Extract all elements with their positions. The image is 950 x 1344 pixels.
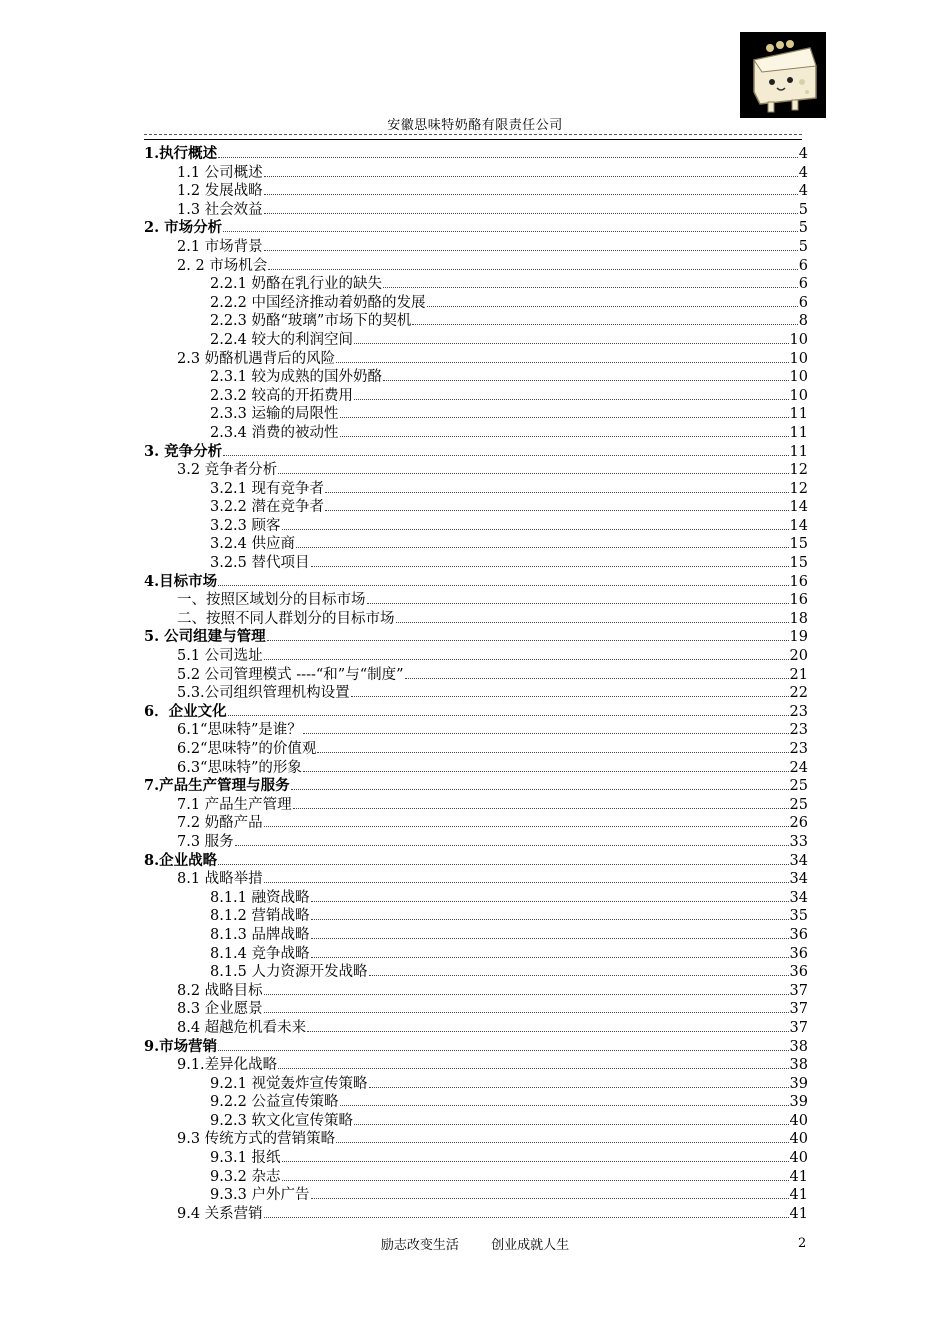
toc-entry-page: 6 xyxy=(798,294,808,311)
toc-entry[interactable] xyxy=(144,331,808,350)
toc-entry-title: 9.3.1 报纸 xyxy=(210,1150,281,1167)
toc-leader-dots xyxy=(293,796,789,809)
toc-entry-title: 2.2.1 奶酪在乳行业的缺失 xyxy=(210,276,383,293)
toc-entry-title: 2.2.2 中国经济推动着奶酪的发展 xyxy=(210,294,426,311)
toc-leader-dots xyxy=(218,852,788,865)
toc-entry-title: 2.3 奶酪机遇背后的风险 xyxy=(177,350,336,367)
toc-leader-dots xyxy=(268,257,797,270)
toc-entry-title: 8.1 战略举措 xyxy=(177,871,263,888)
toc-entry-page: 40 xyxy=(789,1112,808,1129)
toc-leader-dots xyxy=(228,703,789,716)
toc-leader-dots xyxy=(264,164,798,177)
toc-leader-dots xyxy=(336,350,788,363)
toc-entry-page: 36 xyxy=(789,964,808,981)
toc-entry-page: 26 xyxy=(789,815,808,832)
table-of-contents xyxy=(144,145,808,1223)
toc-entry[interactable] xyxy=(144,833,808,852)
toc-entry-page: 35 xyxy=(789,908,808,925)
toc-entry[interactable] xyxy=(144,591,808,610)
toc-leader-dots xyxy=(311,1186,789,1199)
toc-entry[interactable] xyxy=(144,666,808,685)
toc-leader-dots xyxy=(218,145,798,158)
toc-entry-title: 9.2.1 视觉轰炸宣传策略 xyxy=(210,1075,368,1092)
toc-entry[interactable] xyxy=(144,350,808,369)
toc-entry-page: 12 xyxy=(789,462,808,479)
toc-entry[interactable] xyxy=(144,294,808,313)
toc-leader-dots xyxy=(264,238,798,251)
toc-entry[interactable] xyxy=(144,740,808,759)
toc-entry-title: 2.3.3 运输的局限性 xyxy=(210,406,339,423)
toc-leader-dots xyxy=(311,926,789,939)
toc-entry-title: 1.执行概述 xyxy=(144,145,218,162)
toc-leader-dots xyxy=(367,591,789,604)
toc-entry-title: 7.3 服务 xyxy=(177,833,234,850)
toc-entry-page: 39 xyxy=(789,1094,808,1111)
toc-entry-page: 33 xyxy=(789,833,808,850)
toc-leader-dots xyxy=(336,1130,788,1143)
toc-entry-page: 15 xyxy=(789,536,808,553)
toc-entry-title: 8.4 超越危机看未来 xyxy=(177,1019,307,1036)
toc-entry-title: 3.2 竞争者分析 xyxy=(177,462,278,479)
toc-entry-page: 24 xyxy=(789,759,808,776)
toc-entry[interactable] xyxy=(144,1075,808,1094)
toc-entry[interactable] xyxy=(144,1038,808,1057)
toc-entry-title: 7.1 产品生产管理 xyxy=(177,796,292,813)
toc-leader-dots xyxy=(282,1168,789,1181)
toc-leader-dots xyxy=(278,1056,788,1069)
toc-entry-page: 10 xyxy=(789,369,808,386)
toc-entry-title: 9.3.3 户外广告 xyxy=(210,1187,310,1204)
toc-entry-page: 41 xyxy=(789,1168,808,1185)
toc-entry[interactable] xyxy=(144,684,808,703)
toc-leader-dots xyxy=(351,684,789,697)
toc-entry-title: 1.1 公司概述 xyxy=(177,164,263,181)
toc-entry[interactable] xyxy=(144,852,808,871)
toc-entry-page: 4 xyxy=(798,146,808,162)
toc-entry-page: 39 xyxy=(789,1075,808,1092)
toc-leader-dots xyxy=(325,498,789,511)
toc-entry-title: 7.2 奶酪产品 xyxy=(177,815,263,832)
toc-leader-dots xyxy=(264,1000,789,1013)
toc-leader-dots xyxy=(340,1093,789,1106)
toc-entry[interactable] xyxy=(144,219,808,238)
toc-entry-title: 8.1.4 竞争战略 xyxy=(210,945,310,962)
toc-entry-page: 11 xyxy=(789,406,808,423)
toc-leader-dots xyxy=(264,647,789,660)
toc-entry-page: 38 xyxy=(789,1038,808,1055)
toc-entry-page: 23 xyxy=(789,722,808,739)
toc-leader-dots xyxy=(264,182,798,195)
toc-leader-dots xyxy=(354,331,789,344)
toc-entry[interactable] xyxy=(144,647,808,666)
toc-entry[interactable] xyxy=(144,275,808,294)
toc-entry-title: 8.1.2 营销战略 xyxy=(210,908,310,925)
toc-leader-dots xyxy=(369,1075,789,1088)
toc-entry[interactable] xyxy=(144,889,808,908)
toc-entry-title: 9.2.3 软文化宣传策略 xyxy=(210,1112,354,1129)
toc-leader-dots xyxy=(383,275,798,288)
toc-leader-dots xyxy=(369,963,789,976)
toc-entry-page: 40 xyxy=(789,1131,808,1148)
toc-entry[interactable] xyxy=(144,405,808,424)
toc-entry-title: 二、按照不同人群划分的目标市场 xyxy=(177,610,395,627)
toc-entry-page: 34 xyxy=(789,889,808,906)
toc-entry-title: 9.2.2 公益宣传策略 xyxy=(210,1094,339,1111)
toc-entry-title: 3.2.2 潜在竞争者 xyxy=(210,499,325,516)
toc-entry[interactable] xyxy=(144,945,808,964)
toc-entry-title: 2.2.3 奶酪“玻璃”市场下的契机 xyxy=(210,313,412,330)
toc-entry[interactable] xyxy=(144,1149,808,1168)
toc-entry-title: 4.目标市场 xyxy=(144,572,218,590)
toc-entry-page: 10 xyxy=(789,350,808,367)
toc-entry-title: 5. 公司组建与管理 xyxy=(144,628,266,646)
toc-entry[interactable] xyxy=(144,1168,808,1187)
toc-leader-dots xyxy=(354,1112,789,1125)
toc-entry-page: 5 xyxy=(798,238,808,255)
toc-entry[interactable] xyxy=(144,517,808,536)
toc-entry[interactable] xyxy=(144,1000,808,1019)
toc-entry-page: 40 xyxy=(789,1150,808,1167)
toc-entry-title: 8.3 企业愿景 xyxy=(177,1001,263,1018)
toc-entry[interactable] xyxy=(144,796,808,815)
footer-slogan xyxy=(0,1234,950,1253)
toc-entry-title: 5.1 公司选址 xyxy=(177,648,263,665)
toc-entry[interactable] xyxy=(144,573,808,592)
toc-leader-dots xyxy=(303,759,789,772)
toc-entry-page: 34 xyxy=(789,871,808,888)
toc-leader-dots xyxy=(264,814,789,827)
toc-entry-title: 2.3.1 较为成熟的国外奶酪 xyxy=(210,369,383,386)
toc-entry-page: 16 xyxy=(789,573,808,590)
toc-entry[interactable] xyxy=(144,164,808,183)
toc-entry-page: 16 xyxy=(789,592,808,609)
toc-entry-page: 18 xyxy=(789,610,808,627)
header-company-name: 安徽思味特奶酪有限责任公司 xyxy=(387,118,563,133)
toc-entry-page: 4 xyxy=(798,183,808,200)
toc-leader-dots xyxy=(282,1149,789,1162)
toc-leader-dots xyxy=(307,1019,788,1032)
toc-leader-dots xyxy=(218,1038,788,1051)
toc-entry-page: 4 xyxy=(798,164,808,181)
toc-entry[interactable] xyxy=(144,759,808,778)
toc-entry[interactable] xyxy=(144,721,808,740)
toc-entry-title: 9.3 传统方式的营销策略 xyxy=(177,1131,336,1148)
toc-leader-dots xyxy=(267,628,789,641)
toc-entry-title: 3.2.4 供应商 xyxy=(210,536,296,553)
toc-entry-page: 25 xyxy=(789,796,808,813)
toc-leader-dots xyxy=(325,480,789,493)
toc-leader-dots xyxy=(427,294,798,307)
toc-leader-dots xyxy=(317,740,788,753)
toc-leader-dots xyxy=(296,535,789,548)
toc-entry[interactable] xyxy=(144,535,808,554)
toc-entry-title: 5.2 公司管理模式 ----“和”与“制度” xyxy=(177,666,404,683)
toc-leader-dots xyxy=(311,907,789,920)
toc-entry-title: 3.2.1 现有竞争者 xyxy=(210,480,325,497)
toc-leader-dots xyxy=(396,610,789,623)
toc-entry[interactable] xyxy=(144,1130,808,1149)
toc-entry-title: 6.3“思味特”的形象 xyxy=(177,759,302,776)
toc-leader-dots xyxy=(264,982,789,995)
toc-entry-title: 7.产品生产管理与服务 xyxy=(144,777,290,795)
toc-entry-title: 9.1.差异化战略 xyxy=(177,1057,278,1074)
toc-leader-dots xyxy=(354,387,789,400)
toc-entry[interactable] xyxy=(144,926,808,945)
toc-entry[interactable] xyxy=(144,963,808,982)
toc-entry-page: 11 xyxy=(789,424,808,441)
toc-leader-dots xyxy=(405,666,789,679)
toc-entry-title: 2.3.2 较高的开拓费用 xyxy=(210,387,354,404)
page-number: 2 xyxy=(798,1236,807,1251)
toc-entry[interactable] xyxy=(144,1093,808,1112)
toc-entry[interactable] xyxy=(144,182,808,201)
toc-leader-dots xyxy=(303,721,789,734)
toc-leader-dots xyxy=(264,870,789,883)
toc-entry-page: 15 xyxy=(789,555,808,572)
toc-entry-page: 5 xyxy=(798,220,808,237)
toc-entry[interactable] xyxy=(144,1112,808,1131)
toc-leader-dots xyxy=(291,777,789,790)
toc-entry-page: 41 xyxy=(789,1205,808,1222)
toc-entry-title: 一、按照区域划分的目标市场 xyxy=(177,592,366,609)
toc-entry-title: 6.2“思味特”的价值观 xyxy=(177,741,317,757)
toc-entry[interactable] xyxy=(144,1056,808,1075)
toc-leader-dots xyxy=(223,443,788,456)
toc-entry-page: 23 xyxy=(789,741,808,757)
toc-entry-title: 3. 竞争分析 xyxy=(144,442,223,460)
toc-leader-dots xyxy=(264,201,798,214)
toc-entry-page: 37 xyxy=(789,1019,808,1036)
toc-entry-title: 8.企业战略 xyxy=(144,851,218,869)
toc-leader-dots xyxy=(223,219,798,232)
toc-entry-page: 6 xyxy=(798,276,808,293)
toc-leader-dots xyxy=(340,405,789,418)
toc-entry-title: 2.1 市场背景 xyxy=(177,238,263,255)
toc-entry-page: 34 xyxy=(789,852,808,869)
toc-entry-page: 20 xyxy=(789,648,808,665)
toc-entry[interactable] xyxy=(144,424,808,443)
toc-entry-title: 8.1.5 人力资源开发战略 xyxy=(210,964,368,981)
toc-entry-page: 21 xyxy=(789,666,808,683)
toc-entry-page: 6 xyxy=(798,257,808,274)
toc-entry-page: 22 xyxy=(789,685,808,702)
toc-entry-page: 10 xyxy=(789,331,808,348)
toc-entry[interactable] xyxy=(144,145,808,164)
toc-entry[interactable] xyxy=(144,238,808,257)
toc-entry[interactable] xyxy=(144,814,808,833)
toc-entry-title: 2.3.4 消费的被动性 xyxy=(210,424,339,441)
footer-slogan-left: 励志改变生活 xyxy=(380,1238,459,1253)
toc-entry-page: 8 xyxy=(798,313,808,330)
toc-leader-dots xyxy=(235,833,789,846)
toc-entry[interactable] xyxy=(144,498,808,517)
toc-entry[interactable] xyxy=(144,1205,808,1224)
cheese-mascot-icon xyxy=(740,32,826,118)
toc-entry-title: 9.3.2 杂志 xyxy=(210,1168,281,1185)
toc-entry-title: 3.2.3 顾客 xyxy=(210,517,281,534)
toc-entry-title: 8.1.1 融资战略 xyxy=(210,889,310,906)
toc-entry[interactable] xyxy=(144,368,808,387)
toc-entry-page: 12 xyxy=(789,480,808,497)
toc-leader-dots xyxy=(264,1205,789,1218)
toc-entry-page: 41 xyxy=(789,1187,808,1204)
toc-entry[interactable] xyxy=(144,257,808,276)
toc-entry-title: 2. 2 市场机会 xyxy=(177,257,268,274)
toc-entry[interactable] xyxy=(144,387,808,406)
toc-leader-dots xyxy=(340,424,789,437)
toc-leader-dots xyxy=(278,461,788,474)
toc-entry[interactable] xyxy=(144,1019,808,1038)
toc-leader-dots xyxy=(311,554,789,567)
toc-entry-page: 10 xyxy=(789,387,808,404)
toc-leader-dots xyxy=(311,945,789,958)
toc-entry-page: 36 xyxy=(789,945,808,962)
toc-leader-dots xyxy=(282,517,789,530)
toc-leader-dots xyxy=(412,312,797,325)
toc-entry[interactable] xyxy=(144,628,808,647)
toc-entry[interactable] xyxy=(144,982,808,1001)
toc-entry-page: 38 xyxy=(789,1057,808,1074)
toc-entry-title: 9.市场营销 xyxy=(144,1037,218,1055)
toc-entry-page: 37 xyxy=(789,982,808,999)
toc-entry[interactable] xyxy=(144,870,808,889)
toc-entry-page: 14 xyxy=(789,499,808,516)
header-divider xyxy=(144,134,802,140)
toc-entry-page: 25 xyxy=(789,778,808,795)
toc-entry[interactable] xyxy=(144,443,808,462)
toc-entry[interactable] xyxy=(144,312,808,331)
toc-entry[interactable] xyxy=(144,777,808,796)
toc-entry-title: 3.2.5 替代项目 xyxy=(210,555,310,572)
toc-entry-title: 5.3.公司组织管理机构设置 xyxy=(177,685,350,702)
toc-entry[interactable] xyxy=(144,201,808,220)
toc-entry-title: 8.2 战略目标 xyxy=(177,982,263,999)
toc-entry-page: 5 xyxy=(798,201,808,218)
toc-entry-title: 6．企业文化 xyxy=(144,702,227,720)
toc-entry[interactable] xyxy=(144,1186,808,1205)
toc-leader-dots xyxy=(218,573,788,586)
toc-entry-page: 11 xyxy=(789,443,808,460)
toc-entry-page: 14 xyxy=(789,517,808,534)
toc-entry[interactable] xyxy=(144,461,808,480)
toc-entry-title: 8.1.3 品牌战略 xyxy=(210,926,310,943)
toc-entry[interactable] xyxy=(144,907,808,926)
toc-entry-title: 9.4 关系营销 xyxy=(177,1205,263,1222)
footer-slogan-right: 创业成就人生 xyxy=(491,1238,570,1253)
toc-entry-title: 2.2.4 较大的利润空间 xyxy=(210,331,354,348)
toc-entry[interactable] xyxy=(144,703,808,722)
toc-leader-dots xyxy=(383,368,789,381)
toc-entry-title: 2. 市场分析 xyxy=(144,219,223,237)
toc-entry-page: 19 xyxy=(789,629,808,646)
toc-entry-page: 23 xyxy=(789,703,808,720)
toc-entry-title: 1.3 社会效益 xyxy=(177,201,263,218)
toc-entry[interactable] xyxy=(144,480,808,499)
toc-entry[interactable] xyxy=(144,610,808,629)
toc-leader-dots xyxy=(311,889,789,902)
toc-entry-page: 37 xyxy=(789,1001,808,1018)
toc-entry-page: 36 xyxy=(789,926,808,943)
toc-entry-title: 1.2 发展战略 xyxy=(177,183,263,200)
toc-entry[interactable] xyxy=(144,554,808,573)
toc-entry-title: 6.1“思味特”是谁？ xyxy=(177,722,302,739)
